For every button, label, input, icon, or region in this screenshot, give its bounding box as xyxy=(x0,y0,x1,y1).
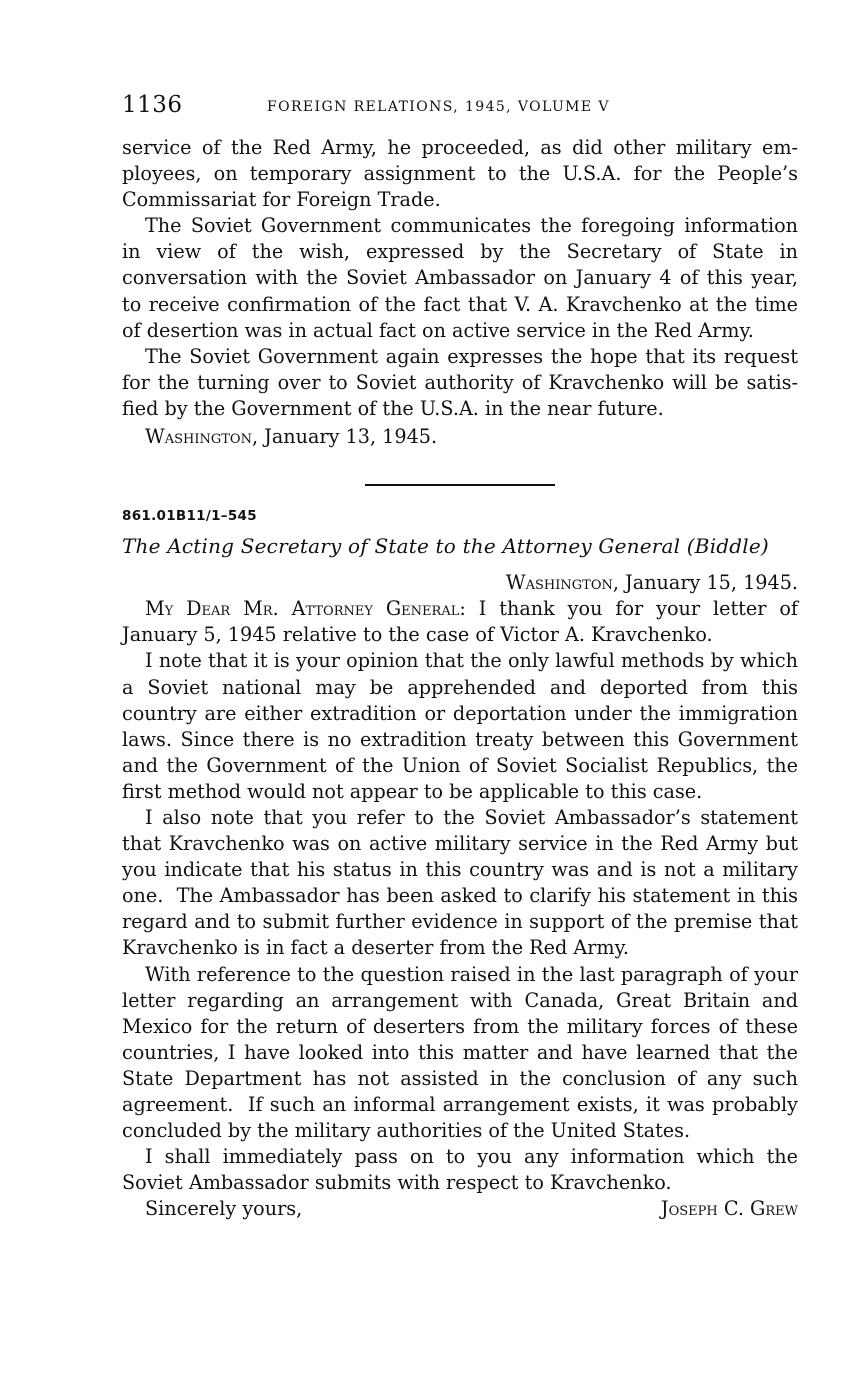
paragraph: I shall immediately pass on to you any information which the Soviet Ambassador submits with respect to Kravchenko. xyxy=(122,1145,798,1195)
paragraph: I also note that you refer to the Soviet Ambassador’s statement that Kravchenko was on active military service in the Red Army but you indicate that his status in this country was and is not a military one. The Ambassador has been asked to clarify his statement in this regard and to submit further evidence in support of the premise that Kravchenko is in fact a deserter from the Red Army. xyxy=(122,805,798,960)
complimentary-close: Sincerely yours, xyxy=(145,1197,303,1221)
paragraph: service of the Red Army, he proceeded, as did other military employees, on temporary assignment to the U.S.A. for the People’s Commissariat for Foreign Trade. xyxy=(122,136,798,212)
running-head: FOREIGN RELATIONS, 1945, VOLUME V xyxy=(267,99,610,115)
document-title: The Acting Secretary of State to the Attorney General (Biddle) xyxy=(122,534,769,559)
paragraph: The Soviet Government communicates the foregoing information in view of the wish, expressed by the Secretary of State in conversation with the Soviet Ambassador on January 4 of this year, to receive confirmation of the fact that V. A. Kravchenko at the time of desertion was in actual fact on active service in the Red Army. xyxy=(122,214,798,342)
paragraph: I note that it is your opinion that the only lawful methods by which a Soviet national may be apprehended and deported from this country are either extradition or deportation under the immigration laws. Since there is no extradition treaty between this Government and the Government of the Union of Soviet Socialist Republics, the first method would not appear to be applicable to this case. xyxy=(122,649,798,803)
closing-block xyxy=(122,1196,798,1222)
dateline-place: Washington xyxy=(145,425,252,449)
paragraph: With reference to the question raised in the last paragraph of your letter regarding an arrangement with Canada, Great Britain and Mexico for the return of deserters from the military forces of these countries, I have looked into this matter and have learned that the State Department has not assisted in the conclusion of any such agreement. If such an informal arrangement exists, it was probably concluded by the military authorities of the United States. xyxy=(122,962,798,1143)
second-document xyxy=(122,508,798,1222)
document-page xyxy=(122,92,798,1222)
letter-date xyxy=(122,570,798,596)
salutation: My Dear Mr. Attorney General xyxy=(145,597,460,621)
salutation-paragraph xyxy=(122,596,798,648)
page-number: 1136 xyxy=(122,92,183,118)
paragraph: The Soviet Government again expresses the hope that its request for the turning over to Soviet authority of Kravchenko will be satisfied by the Government of the U.S.A. in the near future. xyxy=(122,344,798,420)
section-divider xyxy=(365,484,555,486)
page-header xyxy=(122,92,798,124)
dateline xyxy=(122,424,798,450)
dateline-date: , January 13, 1945. xyxy=(251,425,438,449)
letter-date-place: Washington xyxy=(505,571,613,595)
first-document xyxy=(122,135,798,450)
file-number: 861.01B11/1–545 xyxy=(122,508,257,525)
salutation-rest: : I thank you for your letter of January 5, 1945 relative to the case of Victor A. Kravchenko. xyxy=(122,597,798,647)
letter-date-rest: , January 15, 1945. xyxy=(612,571,798,595)
signature: Joseph C. Grew xyxy=(660,1197,798,1221)
